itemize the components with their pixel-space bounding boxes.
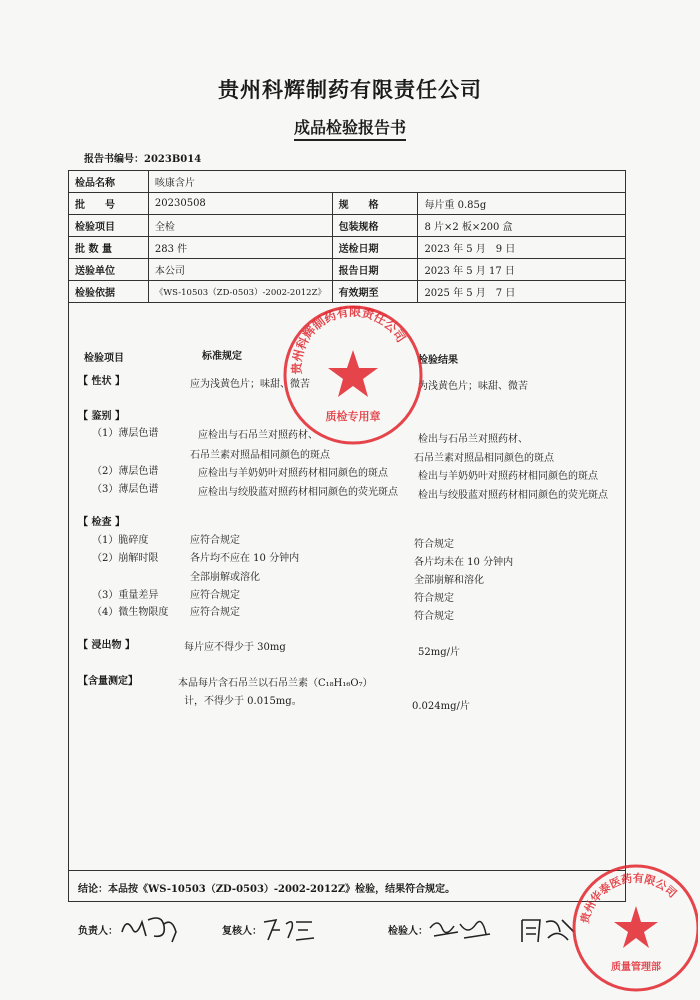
expiry-label: 有效期至 — [332, 281, 418, 303]
extract-title: 【 浸出物 】 — [78, 640, 135, 651]
check-2-res-line1: 各片均未在 10 分钟内 — [414, 557, 514, 568]
svg-text:质量管理部: 质量管理部 — [611, 962, 661, 973]
send-date-value: 2023 年 5 月 9 日 — [418, 237, 626, 259]
ident-2-std: 应检出与羊奶奶叶对照药材相同颜色的斑点 — [198, 468, 388, 479]
ident-1-std-line1: 应检出与石吊兰对照药材、 — [198, 430, 318, 441]
svg-text:贵州科辉制药有限责任公司: 贵州科辉制药有限责任公司 — [289, 304, 409, 375]
check-1-std: 应符合规定 — [190, 535, 240, 546]
check-2-std-line2: 全部崩解或溶化 — [190, 572, 260, 583]
ident-1-std-line2: 石吊兰素对照品相同颜色的斑点 — [190, 450, 330, 461]
report-title: 成品检验报告书 — [0, 115, 700, 138]
inspection-title: 【 检查 】 — [78, 517, 125, 528]
svg-text:贵州华泰医药有限公司: 贵州华泰医药有限公司 — [578, 871, 679, 925]
ident-2-name: （2）薄层色谱 — [92, 466, 159, 477]
check-3-res: 符合规定 — [414, 593, 454, 604]
responsible-signature — [118, 910, 180, 944]
report-date-label: 报告日期 — [332, 259, 418, 281]
svg-text:质检专用章: 质检专用章 — [325, 410, 381, 423]
col-result: 检验结果 — [418, 355, 458, 366]
report-number: 报告书编号：2023B014 — [84, 154, 202, 165]
product-label: 检品名称 — [69, 171, 149, 193]
conclusion-divider — [68, 870, 626, 871]
inspector-label: 检验人： — [388, 926, 428, 937]
ident-1-name: （1）薄层色谱 — [92, 428, 159, 439]
content-title: 【含量测定】 — [78, 676, 138, 687]
traits-result: 为浅黄色片；味甜、微苦 — [418, 381, 528, 392]
company-name: 贵州科辉制药有限责任公司 — [218, 77, 482, 102]
check-4-res: 符合规定 — [414, 611, 454, 622]
check-1-name: （1）脆碎度 — [92, 535, 149, 546]
qc-stamp — [278, 300, 428, 450]
table-row — [69, 237, 626, 259]
ident-3-std: 应检出与绞股蓝对照药材相同颜色的荧光斑点 — [198, 487, 398, 498]
send-date-label: 送检日期 — [332, 237, 418, 259]
spec-label: 规 格 — [332, 193, 418, 215]
batch-label: 批 号 — [69, 193, 149, 215]
spec-value: 每片重 0.85g — [418, 193, 626, 215]
check-4-name: （4）微生物限度 — [92, 607, 169, 618]
report-date-value: 2023 年 5 月 17 日 — [418, 259, 626, 281]
table-row — [69, 259, 626, 281]
content-std-line2: 计，不得少于 0.015mg。 — [184, 696, 302, 707]
col-standard: 标准规定 — [202, 351, 242, 362]
check-1-res: 符合规定 — [414, 539, 454, 550]
expiry-value: 2025 年 5 月 7 日 — [418, 281, 626, 303]
check-2-name: （2）崩解时限 — [92, 553, 159, 564]
unit-value: 本公司 — [148, 259, 332, 281]
unit-label: 送验单位 — [69, 259, 149, 281]
product-value: 咳康含片 — [148, 171, 625, 193]
check-4-std: 应符合规定 — [190, 607, 240, 618]
ident-3-name: （3）薄层色谱 — [92, 484, 159, 495]
basis-value: 《WS-10503（ZD-0503）-2002-2012Z》 — [148, 281, 332, 303]
reviewer-signature — [258, 914, 318, 944]
content-result: 0.024mg/片 — [412, 701, 470, 712]
table-row — [69, 215, 626, 237]
check-3-std: 应符合规定 — [190, 590, 240, 601]
responsible-label: 负责人： — [78, 926, 118, 937]
identification-title: 【 鉴别 】 — [78, 411, 125, 422]
qa-stamp — [568, 858, 698, 994]
check-3-name: （3）重量差异 — [92, 590, 159, 601]
inspector-signature-1 — [424, 914, 494, 944]
table-row — [69, 193, 626, 215]
pack-label: 包装规格 — [332, 215, 418, 237]
qty-value: 283 件 — [148, 237, 332, 259]
extract-standard: 每片应不得少于 30mg — [184, 642, 286, 653]
ident-1-res-line1: 检出与石吊兰对照药材、 — [418, 434, 528, 445]
pack-value: 8 片×2 板×200 盒 — [418, 215, 626, 237]
item-label: 检验项目 — [69, 215, 149, 237]
conclusion: 结论：本品按《WS-10503（ZD-0503）-2002-2012Z》检验，结果符合规定。 — [78, 884, 456, 895]
basis-label: 检验依据 — [69, 281, 149, 303]
col-item: 检验项目 — [84, 353, 124, 364]
traits-title: 【 性状 】 — [78, 376, 125, 387]
table-row — [69, 171, 626, 193]
ident-3-res: 检出与绞股蓝对照药材相同颜色的荧光斑点 — [418, 490, 608, 501]
content-std-line1: 本品每片含石吊兰以石吊兰素（C₁₈H₁₆O₇） — [178, 678, 373, 689]
reviewer-label: 复核人： — [222, 926, 262, 937]
extract-result: 52mg/片 — [418, 647, 460, 658]
check-2-res-line2: 全部崩解和溶化 — [414, 575, 484, 586]
qty-label: 批 数 量 — [69, 237, 149, 259]
ident-2-res: 检出与羊奶奶叶对照药材相同颜色的斑点 — [418, 471, 598, 482]
traits-standard: 应为浅黄色片；味甜、微苦 — [190, 379, 310, 390]
item-value: 全检 — [148, 215, 332, 237]
check-2-std-line1: 各片均不应在 10 分钟内 — [190, 553, 300, 564]
batch-value: 20230508 — [148, 193, 332, 215]
ident-1-res-line2: 石吊兰素对照品相同颜色的斑点 — [414, 453, 554, 464]
product-info-table — [68, 170, 626, 303]
